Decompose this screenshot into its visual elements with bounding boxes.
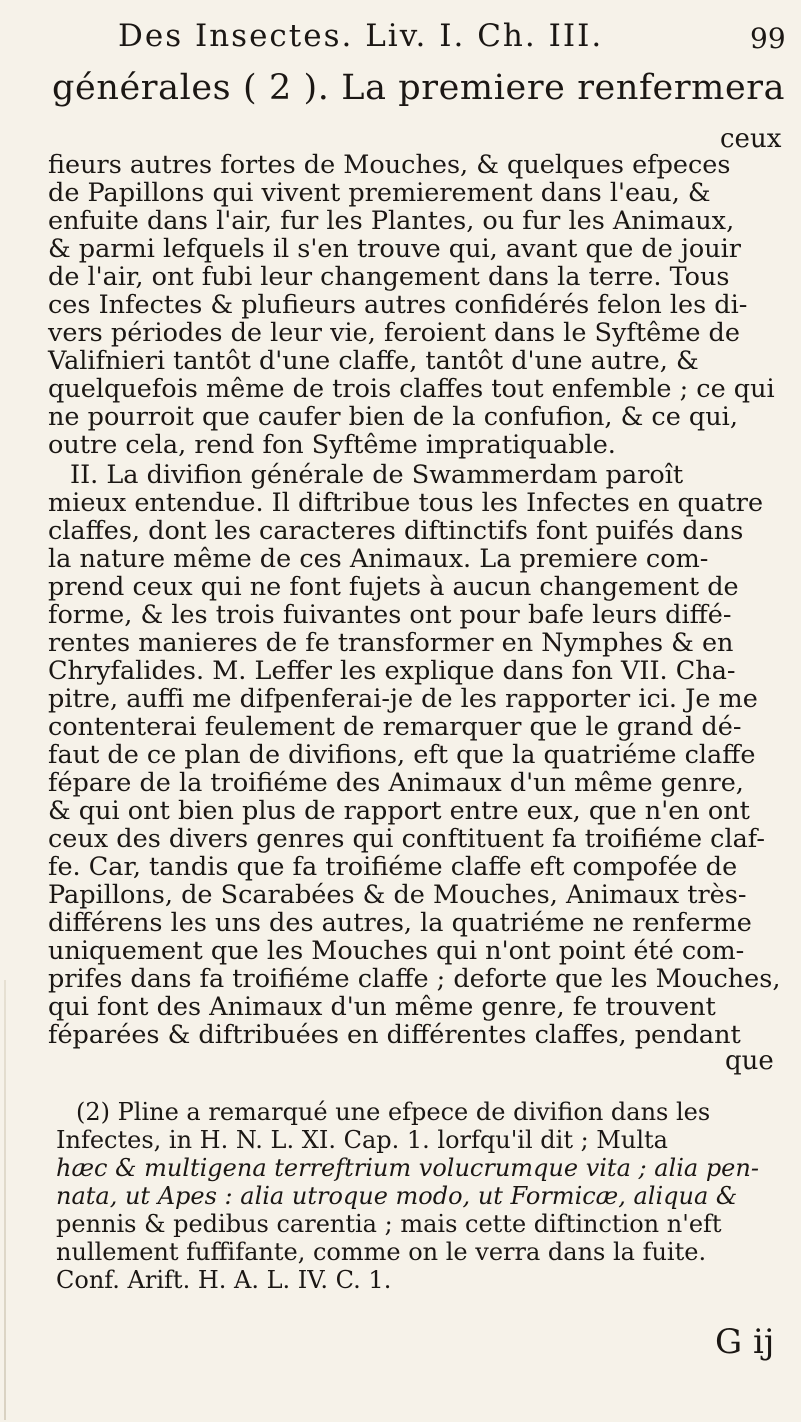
body-line: enfuite dans l'air, fur les Plantes, ou fur les Animaux, <box>48 206 735 236</box>
footnote-line: pennis & pedibus carentia ; mais cette diftinction n'eft <box>56 1210 722 1238</box>
footnote-line: nata, ut Apes : alia utroque modo, ut Formicæ, aliqua & <box>56 1182 738 1210</box>
body-line: féparées & diftribuées en différentes claffes, pendant <box>48 1020 741 1050</box>
body-line: de Papillons qui vivent premierement dans l'eau, & <box>48 178 711 208</box>
body-line: fépare de la troifiéme des Animaux d'un même genre, <box>48 768 744 798</box>
body-line: prifes dans fa troifiéme claffe ; deforte que les Mouches, <box>48 964 781 994</box>
running-head <box>0 14 801 56</box>
page-number: 99 <box>750 22 786 55</box>
continued-text-first-line: générales ( 2 ). La premiere renfermera <box>52 68 786 108</box>
footnote-line: Conf. Arift. H. A. L. IV. C. 1. <box>56 1266 392 1294</box>
body-line: vers périodes de leur vie, feroient dans le Syftême de <box>48 318 740 348</box>
body-line: outre cela, rend fon Syftême impratiquable. <box>48 430 616 460</box>
body-line: ceux des divers genres qui conftituent fa troifiéme claf- <box>48 824 765 854</box>
body-line: claffes, dont les caracteres diftinctifs font puifés dans <box>48 516 744 546</box>
body-line: faut de ce plan de divifions, eft que la quatriéme claffe <box>48 740 756 770</box>
body-line: qui font des Animaux d'un même genre, fe trouvent <box>48 992 716 1022</box>
body-line: Valifnieri tantôt d'une claffe, tantôt d'une autre, & <box>48 346 699 376</box>
footnote-line: hæc & multigena terreftrium volucrumque vita ; alia pen- <box>56 1154 759 1182</box>
catchword-top: ceux <box>720 124 782 154</box>
body-line: pitre, auffi me difpenferai-je de les rapporter ici. Je me <box>48 684 758 714</box>
footnote-line: (2) Pline a remarqué une efpece de divifion dans les <box>76 1098 711 1126</box>
body-line: Chryfalides. M. Leffer les explique dans fon VII. Cha- <box>48 656 736 686</box>
page-edge-shadow <box>4 980 6 1420</box>
footnote-line: nullement fuffifante, comme on le verra dans la fuite. <box>56 1238 707 1266</box>
body-line: & parmi lefquels il s'en trouve qui, avant que de jouir <box>48 234 741 264</box>
catchword-bottom: que <box>725 1046 774 1076</box>
body-line: fe. Car, tandis que fa troifiéme claffe eft compofée de <box>48 852 738 882</box>
body-line: de l'air, ont fubi leur changement dans la terre. Tous <box>48 262 730 292</box>
body-line: forme, & les trois fuivantes ont pour bafe leurs diffé- <box>48 600 732 630</box>
body-line: Papillons, de Scarabées & de Mouches, Animaux très- <box>48 880 747 910</box>
body-line: ces Infectes & plufieurs autres confidérés felon les di- <box>48 290 748 320</box>
body-line: mieux entendue. Il diftribue tous les Infectes en quatre <box>48 488 764 518</box>
footnote-line: Infectes, in H. N. L. XI. Cap. 1. lorfqu'il dit ; Multa <box>56 1126 668 1154</box>
body-line: & qui ont bien plus de rapport entre eux, que n'en ont <box>48 796 750 826</box>
body-line: fieurs autres fortes de Mouches, & quelques efpeces <box>48 150 731 180</box>
body-line: contenterai feulement de remarquer que le grand dé- <box>48 712 742 742</box>
body-line: rentes manieres de fe transformer en Nymphes & en <box>48 628 734 658</box>
running-head-title: Des Insectes. Liv. I. Ch. III. <box>118 18 604 54</box>
signature-mark: G ij <box>715 1322 775 1362</box>
body-line: quelquefois même de trois claffes tout enfemble ; ce qui <box>48 374 775 404</box>
body-line: ne pourroit que caufer bien de la confufion, & ce qui, <box>48 402 738 432</box>
body-line: différens les uns des autres, la quatriéme ne renferme <box>48 908 752 938</box>
body-line: uniquement que les Mouches qui n'ont point été com- <box>48 936 745 966</box>
section-heading-line: II. La divifion générale de Swammerdam paroît <box>70 460 684 490</box>
body-line: prend ceux qui ne font fujets à aucun changement de <box>48 572 739 602</box>
body-line: la nature même de ces Animaux. La premiere com- <box>48 544 709 574</box>
